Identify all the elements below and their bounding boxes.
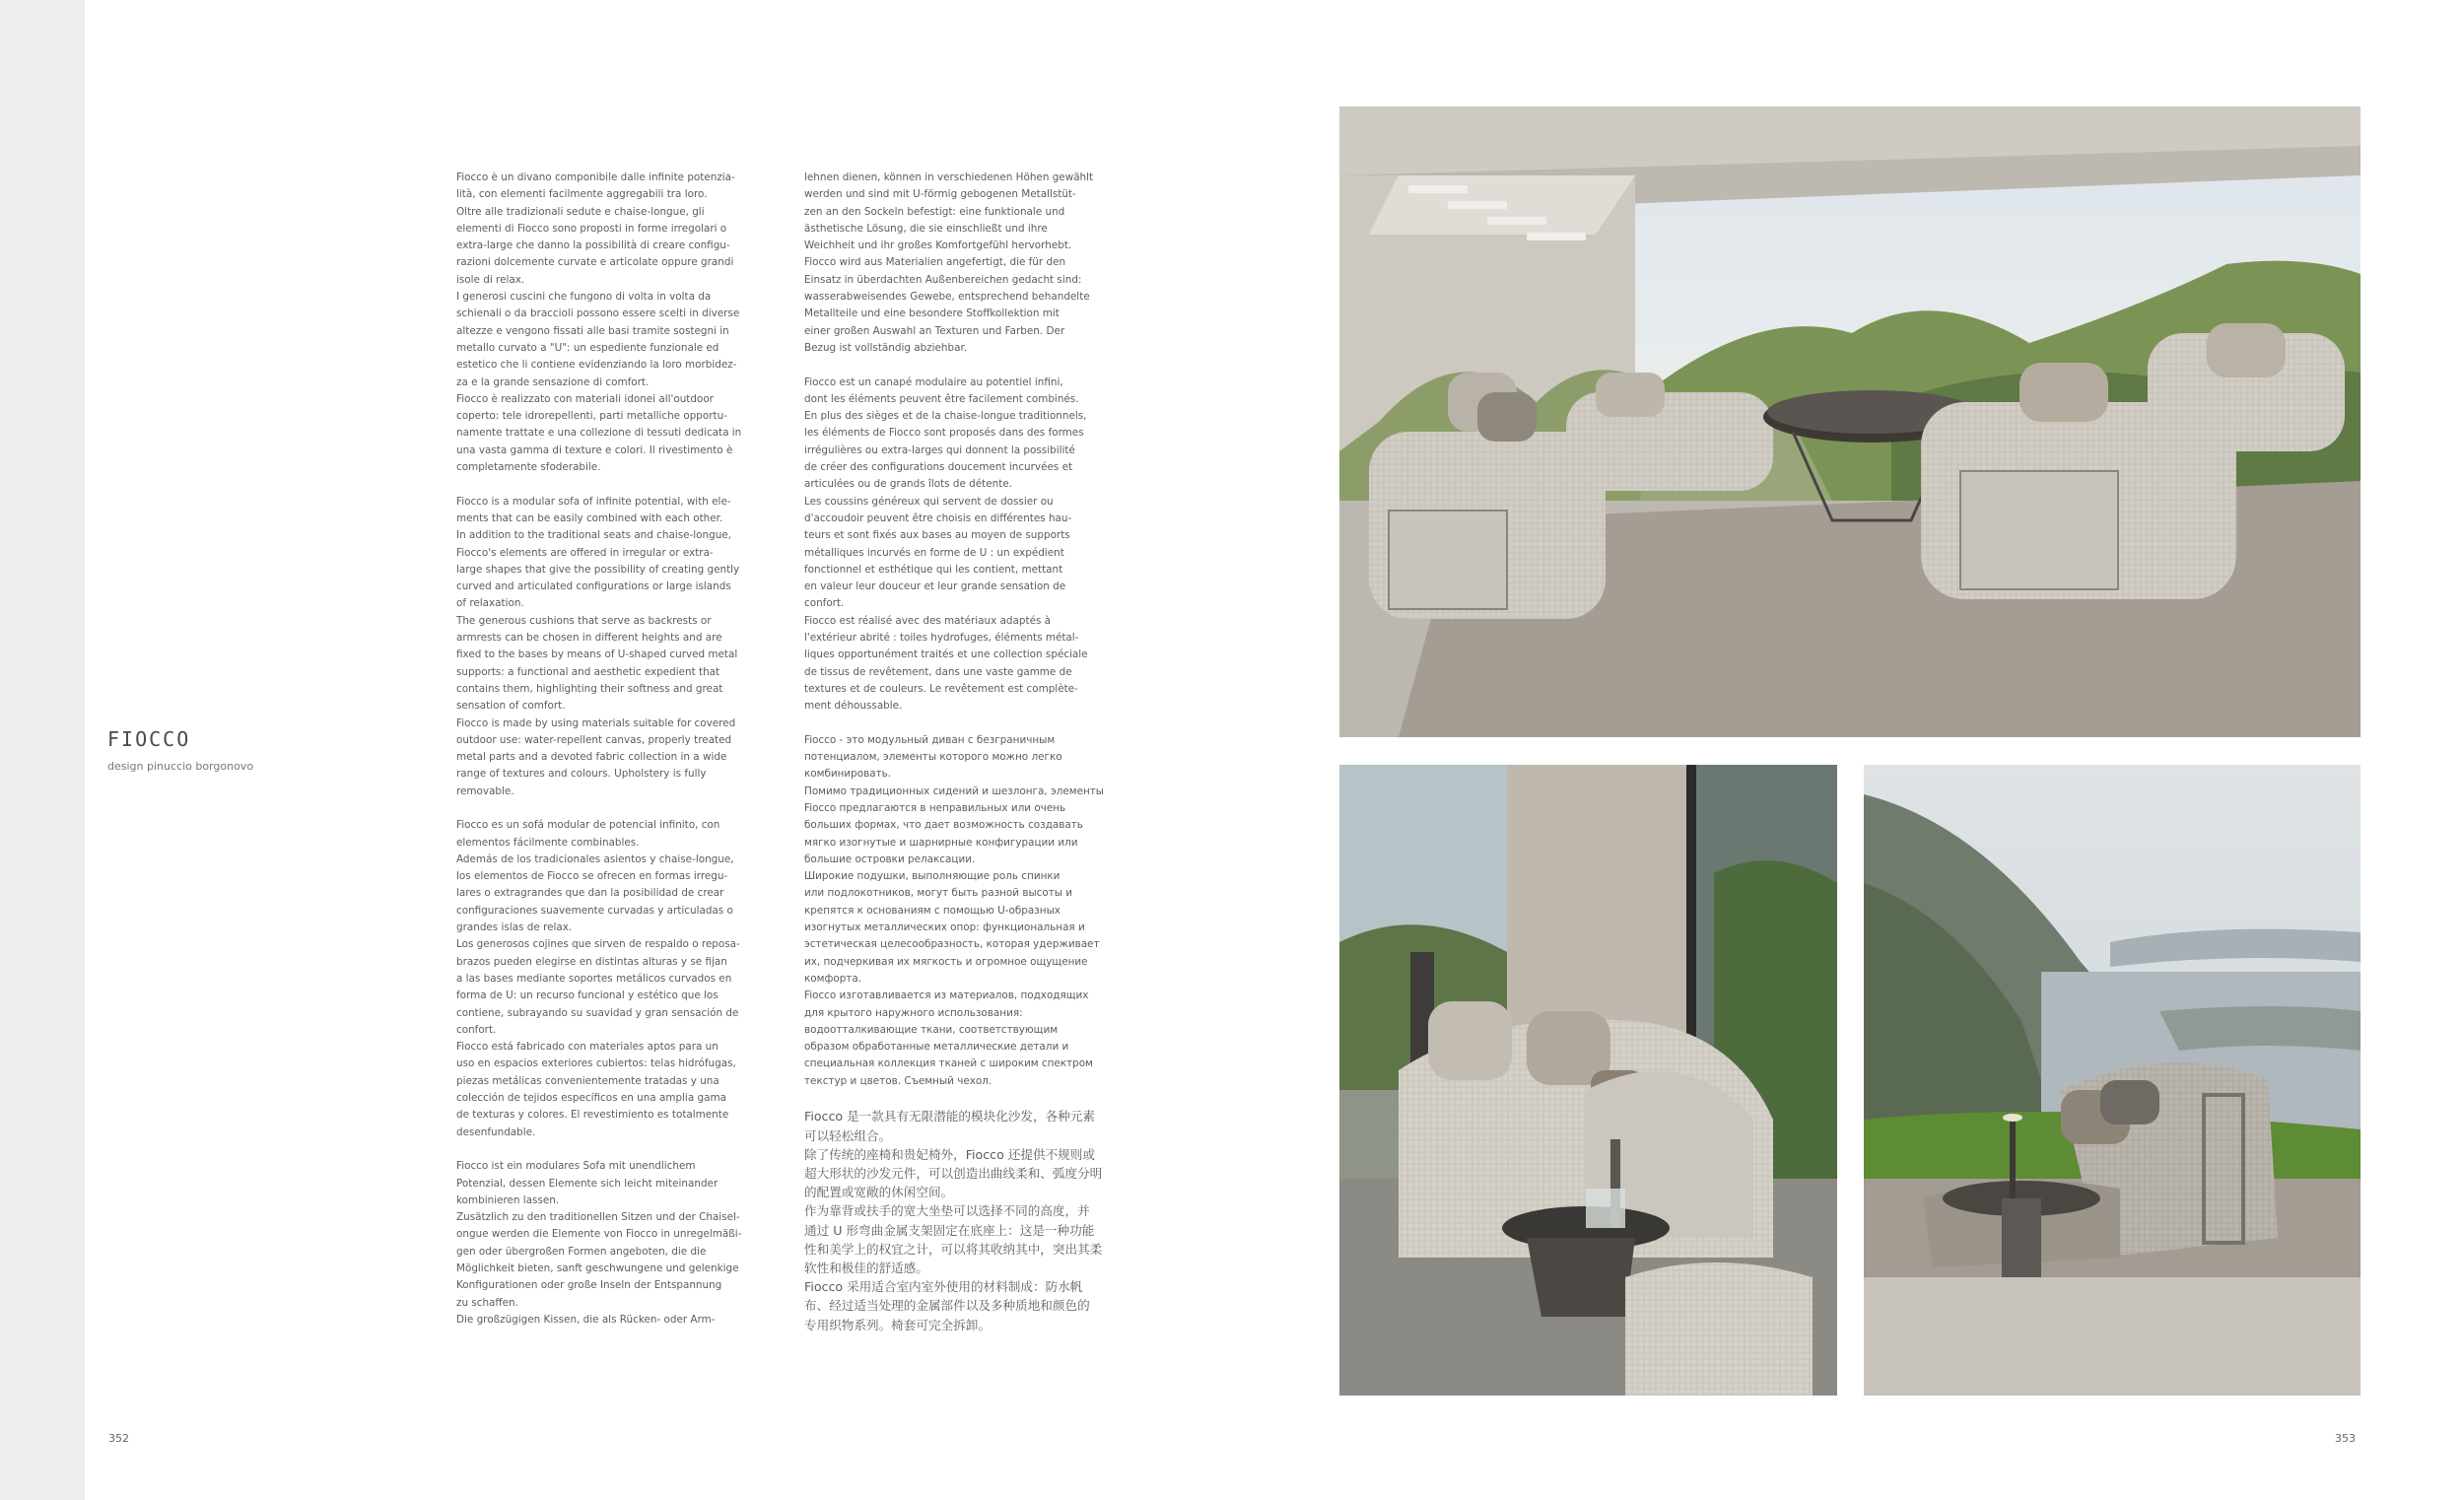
- description-spanish: Fiocco es un sofá modular de potencial infinito, con elementos fácilmente combinables. Además de los tradicionales asientos y chaise-longue, los elementos de Fiocco se ofrecen en formas irregu- lares o extragrandes que dan la posibilidad de crear configuraciones suavemente curvadas y articuladas o grandes islas de relax. Los generosos cojines que sirven de respaldo o reposa- brazos pueden elegirse en distintas alturas y se fijan a las bases mediante soportes metálicos curvados en forma de U: un recurso funcional y estético que los contiene, subrayando su suavidad y gran sensación de confort. Fiocco está fabricado con materiales aptos para un uso en espacios exteriores cubiertos: telas hidrófugas, piezas metálicas convenientemente tratadas y una colección de tejidos específicos en una amplia gama de texturas y colores. El revestimiento es totalmente desenfundable.: [456, 819, 740, 1138]
- photo-icon: [1339, 106, 2361, 737]
- page-number-right: 353: [2335, 1432, 2356, 1445]
- description-chinese: Fiocco 是一款具有无限潜能的模块化沙发，各种元素 可以轻松组合。 除了传统的座椅和贵妃椅外，Fiocco 还提供不规则或 超大形状的沙发元件，可以创造出曲线柔和、弧度分明 的配置或宽敞的休闲空间。 作为靠背或扶手的宽大坐垫可以选择不同的高度，并 通过 U 形弯曲金属支架固定在底座上：这是一种功能 性和美学上的权宜之计，可以将其收纳其中，突出其柔 软性和极佳的舒适感。 Fiocco 采用适合室内室外使用的材料制成：防水帆 布、经过适当处理的金属部件以及多种质地和颜色的 专用织物系列。椅套可完全拆卸。: [804, 1109, 1103, 1332]
- product-designer: design pinuccio borgonovo: [107, 760, 254, 773]
- outdoor-lounge-photo: [1339, 106, 2361, 737]
- description-italian: Fiocco è un divano componibile dalle infinite potenzia- lità, con elementi facilmente aggregabili tra loro. Oltre alle tradizionali sedute e chaise-longue, gli elementi di Fiocco sono proposti in forme irregolari o extra-large che danno la possibilità di creare configu- razioni dolcemente curvate e articolate oppure grandi isole di relax. I generosi cuscini che fungono di volta in volta da schienali o da braccioli possono essere scelti in diverse altezze e vengono fissati alle basi tramite sostegni in metallo curvato a "U": un espediente funzionale ed estetico che li contiene evidenziando la loro morbidez- za e la grande sensazione di comfort. Fiocco è realizzato con materiali idonei all'outdoor coperto: tele idrorepellenti, parti metalliche opportu- namente trattate e una collezione di tessuti dedicata in una vasta gamma di texture e colori. Il rivestimento è completamente sfoderabile.: [456, 171, 742, 474]
- text-column-left: [456, 170, 782, 1345]
- page-number-left: 352: [108, 1432, 129, 1445]
- product-title: FIOCCO: [107, 727, 191, 751]
- description-german-start: Fiocco ist ein modulares Sofa mit unendlichem Potenzial, dessen Elemente sich leicht miteinander kombinieren lassen. Zusätzlich zu den traditionellen Sitzen und der Chaisel- ongue werden die Elemente von Fiocco in unregelmäßi- gen oder übergroßen Formen angeboten, die die Möglichkeit bieten, sanft geschwungene und gelenkige Konfigurationen oder große Inseln der Entspannung zu schaffen. Die großzügigen Kissen, die als Rücken- oder Arm-: [456, 1160, 742, 1326]
- text-column-right: [804, 170, 1131, 1334]
- photo-icon: [1339, 765, 1837, 1396]
- description-french: Fiocco est un canapé modulaire au potentiel infini, dont les éléments peuvent être facilement combinés. En plus des sièges et de la chaise-longue traditionnels, les éléments de Fiocco sont proposés dans des formes irrégulières ou extra-larges qui donnent la possibilité de créer des configurations doucement incurvées et articulées ou de grands îlots de détente. Les coussins généreux qui servent de dossier ou d'accoudoir peuvent être choisis en différentes hau- teurs et sont fixés aux bases au moyen de supports métalliques incurvés en forme de U : un expédient fonctionnel et esthétique qui les contient, mettant en valeur leur douceur et leur grande sensation de confort. Fiocco est réalisé avec des matériaux adaptés à l'extérieur abrité : toiles hydrofuges, éléments métal- liques opportunément traités et une collection spéciale de tissus de revêtement, dans une vaste gamme de textures et de couleurs. Le revêtement est complète- ment déhoussable.: [804, 375, 1088, 713]
- product-title-block: [107, 727, 253, 773]
- lake-view-armchair-photo: [1864, 765, 2361, 1396]
- description-german-end: lehnen dienen, können in verschiedenen Höhen gewählt werden und sind mit U-förmig gebogenen Metallstüt- zen an den Sockeln befestigt: eine funktionale und ästhetische Lösung, die sie einschließt und ihre Weichheit und ihr großes Komfortgefühl hervorhebt. Fiocco wird aus Materialien angefertigt, die für den Einsatz in überdachten Außenbereichen gedacht sind: wasserabweisendes Gewebe, entsprechend behandelte Metallteile und eine besondere Stoffkollektion mit einer großen Auswahl an Texturen und Farben. Der Bezug ist vollständig abziehbar.: [804, 171, 1094, 354]
- photo-icon: [1864, 765, 2361, 1396]
- page-gutter: [0, 0, 85, 1500]
- description-english: Fiocco is a modular sofa of infinite potential, with ele- ments that can be easily combined with each other. In addition to the traditional seats and chaise-longue, Fiocco's elements are offered in irregular or extra- large shapes that give the possibility of creating gently curved and articulated configurations or large islands of relaxation. The generous cushions that serve as backrests or armrests can be chosen in different heights and are fixed to the bases by means of U-shaped curved metal supports: a functional and aesthetic expedient that contains them, highlighting their softness and great sensation of comfort. Fiocco is made by using materials suitable for covered outdoor use: water-repellent canvas, properly treated metal parts and a devoted fabric collection in a wide range of textures and colours. Upholstery is fully removable.: [456, 495, 740, 797]
- description-russian: Fiocco - это модульный диван с безграничным потенциалом, элементы которого можно легко комбинировать. Помимо традиционных сидений и шезлонга, элементы Fiocco предлагаются в неправильных или очень больших формах, что дает возможность создавать мягко изогнутые и шарнирные конфигурации или большие островки релаксации. Широкие подушки, выполняющие роль спинки или подлокотников, могут быть разной высоты и крепятся к основаниям с помощью U-образных изогнутых металлических опор: функциональная и эстетическая целесообразность, которая удерживает их, подчеркивая их мягкость и огромное ощущение комфорта. Fiocco изготавливается из материалов, подходящих для крытого наружного использования: водоотталкивающие ткани, соответствующим образом обработанные металлические детали и специальная коллекция тканей с широким спектром текстур и цветов. Съемный чехол.: [804, 733, 1105, 1087]
- curved-sofa-photo: [1339, 765, 1837, 1396]
